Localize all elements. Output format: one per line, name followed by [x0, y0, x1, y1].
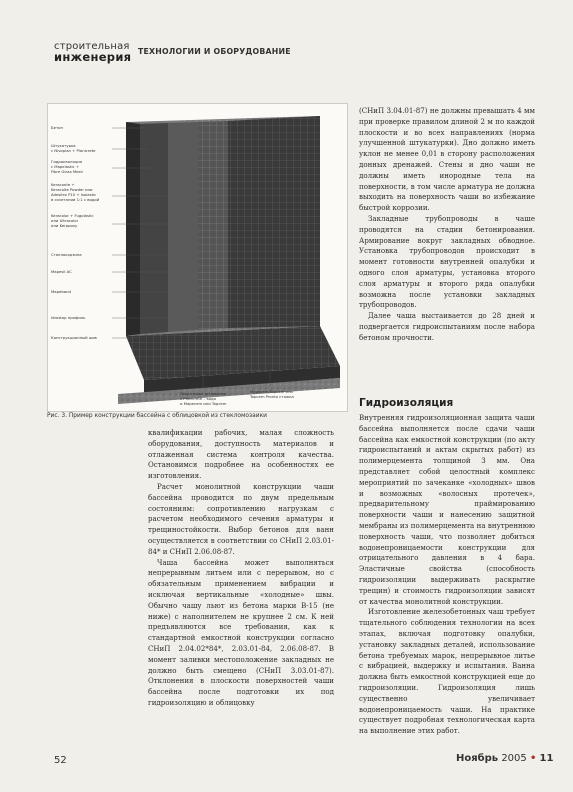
- label-mapelastic: с Mapelastic +: [51, 164, 80, 169]
- label-glass-mosaic: Стеклокорзина: [51, 252, 82, 257]
- paragraph: Расчет монолитной конструкции чаши бассейна проводится по двум предельным состояниям: сопротивлению нагрузкам с расчетом необходимого сечения арматуры и трещиностойкости. Выбор бетонов для ванн осуществляется в соответствии со СНиП 2.03.01-84* и СНиП 2.06.08-87.: [148, 481, 334, 556]
- label-plaster-mat: с Nivoplan + Planicrete: [51, 148, 96, 153]
- paragraph: Внутренняя гидроизоляционная защита чаши бассейна выполняется после сдачи чаши бассейна как емкостной конструкции (по акту гидроиспытаний и актам скрытых работ) из полимерцемента толщиной 3 мм. Она представляет собой целостный комплекс мероприятий по зачеканке «холодных» швов и возможных «волосных протечек», предварительному праймированию поверхности чаши и нанесению защитной мембраны из полимерцемента на внутреннюю поверхность чаши, что позволяет добиться водонепроницаемости конструкции для отрицательного давления в 4 бара. Эластичные свойства (способность гидроизоляции выдерживать раскрытие трещин) и стоимость гидроизоляции зависят от качества монолитной конструкции.: [359, 413, 535, 606]
- issue-month: Ноябрь: [456, 753, 499, 764]
- figure-caption: Рис. 3. Пример конструкции бассейна с облицовкой из стекломозаики: [47, 413, 267, 419]
- pool-diagram-illustration: [48, 104, 347, 411]
- magazine-logo: [54, 42, 131, 62]
- label-screed: Mapecem/Topcem или: [250, 389, 293, 394]
- label-ultracolor: или Ultracolor: [51, 218, 79, 223]
- logo-line1: строительная: [54, 41, 130, 52]
- label-mapeband: Mapeband: [51, 289, 71, 294]
- label-base-prep: Подготовка основания: [180, 391, 226, 396]
- article-column-right-bottom: [359, 397, 535, 737]
- label-plaster: Штукатурка: [51, 143, 76, 148]
- section-heading-waterproofing: Гидроизоляция: [359, 397, 454, 409]
- label-mapesil: Mapesil AC: [51, 269, 72, 274]
- separator-dot: •: [529, 753, 537, 764]
- label-adesilex: Adesilex P10 + Isolastic: [51, 192, 97, 197]
- section-title: ТЕХНОЛОГИИ И ОБОРУДОВАНИЕ: [138, 47, 291, 56]
- label-screed-pronto: Topcem Pronto стяжка: [250, 394, 294, 399]
- label-base-mapecem: и Mapecem или Topcem: [180, 401, 227, 406]
- label-construction-joint: Конструкционный шов: [51, 335, 97, 340]
- footer-issue: [456, 753, 553, 764]
- label-waterproofing: Гидроизоляция: [51, 159, 82, 164]
- article-column-right-top: [359, 106, 535, 344]
- label-kerapoxy: или Kerapoxy: [51, 223, 78, 228]
- paragraph: Чаша бассейна может выполняться непрерывным литьем или с перерывом, но с обязательным применением вибрации и исключая вертикальные «холодные» швы. Обычно чашу льют из бетона марки В-15 (не ниже) с наполнителем не крупнее 2 см. К ней предъявляются все требования, как к стандартной емкостной конструкции согласно СНиП 2.04.02*84*, 2.03.01-84, 2.06.08-87. В момент заливки местоположение закладных не должно быть смещено (СНиП 3.03.01-87). Отклонения в плоскости поверхностей чаши бассейна после подготовки их под гидроизоляцию и облицовку: [148, 557, 334, 707]
- label-beton: Бетон: [51, 125, 63, 130]
- label-keracolor: Keracolor + Fugolastic: [51, 213, 94, 218]
- pool-construction-figure: [47, 103, 348, 412]
- label-base-planicrete: с Planicrete – вода: [180, 396, 216, 401]
- logo-line2: инженерия: [54, 50, 132, 64]
- paragraph: квалификации рабочих, малая сложность оборудования, доступность материалов и отлаженная система контроля качества. Остановимся подробнее на особенностях ее изготовления.: [148, 428, 334, 481]
- page-number-right: 11: [539, 753, 554, 764]
- article-column-middle: [148, 428, 334, 709]
- label-keraconte: Keraconte +: [51, 182, 75, 187]
- paragraph: Далее чаша выстаивается до 28 дней и подвергается гидроиспытаниям после набора бетоном прочности.: [359, 311, 535, 342]
- label-keracolte: Keracolte Powder или: [51, 187, 93, 192]
- issue-year: 2005: [501, 753, 527, 764]
- paragraph: Закладные трубопроводы в чаше проводятся на стадии бетонирования. Армирование вокруг закладных обводное. Установка трубопроводов происходит в момент готовности внутренней опалубки и одного слоя арматуры, установка второго слоя арматуры и второго ряда опалубки возможна после установки закладных трубопроводов.: [359, 213, 535, 310]
- paragraph: Изготовление железобетонных чаш требует тщательного соблюдения технологии на всех этапах, включая подготовку опалубки, установку закладных деталей, использование бетона требуемых марок, непрерывное литье с вибрацией, выдержку и испытания. Ванна должна быть емкостной конструкцией еще до гидроизоляции. Гидроизоляция лишь существенно увеличивает водонепроницаемость чаши. На практике существует подробная технологическая карта на выполнение этих работ.: [359, 607, 535, 736]
- page-number-left: 52: [54, 755, 67, 766]
- label-water-mix: в сочетании 1:1 с водой: [51, 197, 100, 202]
- label-idrostop: Idrostop профиль: [51, 315, 86, 320]
- paragraph: (СНиП 3.04.01-87) не должны превышать 4 мм при проверке правилом длиной 2 м по каждой плоскости и во всех направлениях (норма улучшенной штукатурки). Дно должно иметь уклон не менее 0,01 в сторону расположения донных дренажей. Стены и дно чаши не должны иметь инородные тела на поверхности, в том числе арматура не должна выходить на поверхность чаши во избежание быстрой коррозии.: [359, 106, 535, 213]
- label-fibre-mesh: Fibre Glass Mesh: [51, 169, 83, 174]
